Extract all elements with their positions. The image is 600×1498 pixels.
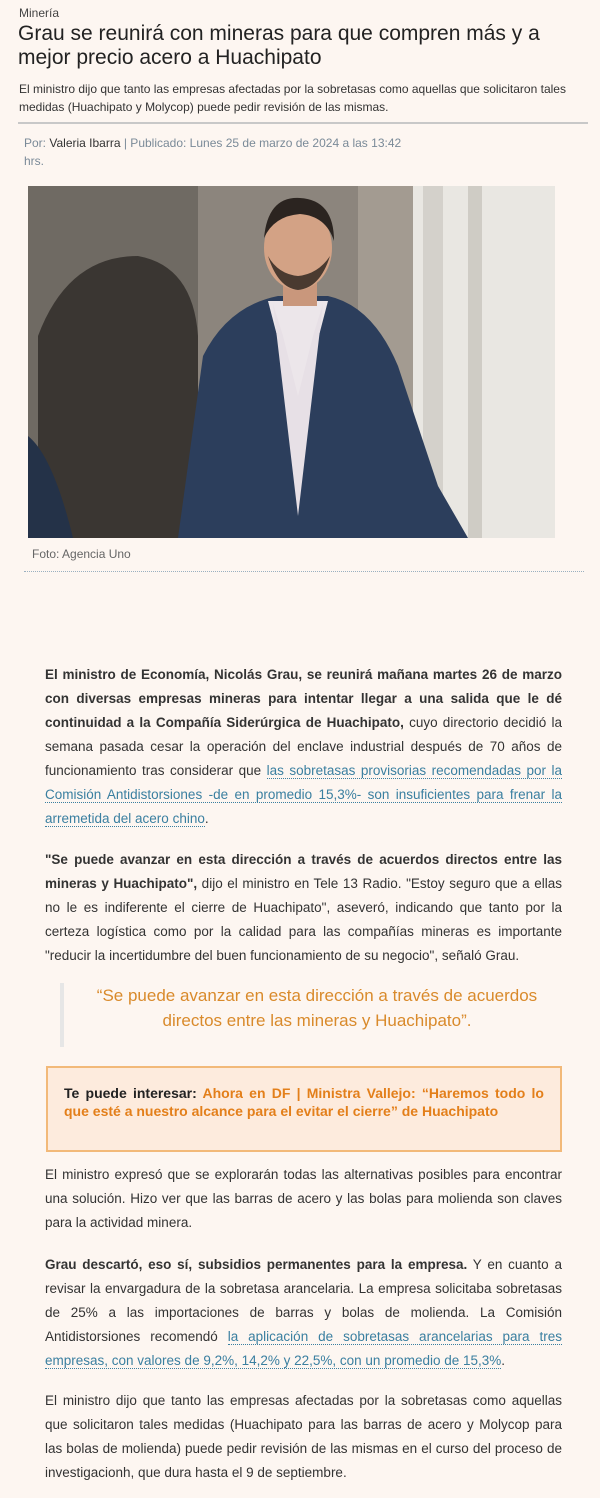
pull-quote-text: “Se puede avanzar en esta dirección a través de acuerdos directos entre las mineras y Huachipato”.: [96, 986, 538, 1030]
pull-quote: [60, 983, 560, 1047]
paragraph-1-end: .: [204, 811, 209, 826]
author-name[interactable]: Valeria Ibarra: [49, 136, 121, 150]
body-paragraph-1: [45, 663, 562, 831]
body-paragraph-2: [45, 848, 562, 968]
paragraph-2-bold: "Se puede avanzar en esta dirección a través de acuerdos directos entre las mineras y Huachipato",: [45, 852, 562, 891]
related-label: Te puede interesar:: [64, 1085, 197, 1101]
article-photo: [28, 186, 555, 538]
title-divider: [18, 122, 588, 124]
byline-by-label: Por:: [24, 136, 47, 150]
published-date: | Publicado: Lunes 25 de marzo de 2024 a las 13:42 hrs.: [24, 136, 402, 168]
body-paragraph-4: [45, 1253, 562, 1373]
article-lead: El ministro dijo que tanto las empresas afectadas por la sobretasas como aquellas que solicitaron tales medidas (Huachipato y Molycop) puede pedir revisión de las mismas.: [19, 82, 566, 114]
category-label[interactable]: Minería: [19, 6, 60, 20]
related-article-box: [46, 1066, 562, 1152]
paragraph-1-text: cuyo directorio decidió la semana pasada cesar la operación del enclave industrial después de 70 años de funcionamiento tras considerar que: [45, 715, 562, 778]
paragraph-2-text: dijo el ministro en Tele 13 Radio. "Estoy seguro que a ellas no le es indiferente el cierre de Huachipato", aseveró, indicando que tanto por la certeza logística como por la calidad para las compañías mineras es importante "reducir la incertidumbre del buen funcionamiento de su negocio", señaló Grau.: [45, 876, 563, 963]
article-title: Grau se reunirá con mineras para que compren más y a mejor precio acero a Huachipato: [18, 22, 540, 69]
related-article-link[interactable]: Ahora en DF | Ministra Vallejo: “Haremos todo lo que esté a nuestro alcance para el evitar el cierre” de Huachipato: [64, 1085, 544, 1119]
byline: [24, 134, 404, 170]
caption-divider: [24, 571, 584, 572]
photo-caption: Foto: Agencia Uno: [32, 547, 131, 561]
link-sobretasas-arancelarias[interactable]: la aplicación de sobretasas arancelarias para tres empresas, con valores de 9,2%, 14,2% y 22,5%, con un promedio de 15,3%: [45, 1329, 562, 1368]
body-paragraph-5: El ministro dijo que tanto las empresas afectadas por la sobretasas como aquellas que solicitaron tales medidas (Huachipato para las barras de acero y Molycop para las bolas de molienda) puede pedir revisión de las mismas en el curso del proceso de investigacionh, que dura hasta el 9 de septiembre.: [45, 1393, 562, 1480]
paragraph-1-bold: El ministro de Economía, Nicolás Grau, se reunirá mañana martes 26 de marzo con diversas empresas mineras para intentar llegar a una salida que le dé continuidad a la Compañía Siderúrgica de Huachipato,: [45, 667, 562, 730]
body-paragraph-3: El ministro expresó que se explorarán todas las alternativas posibles para encontrar una solución. Hizo ver que las barras de acero y las bolas para molienda son claves para la actividad minera.: [45, 1167, 562, 1230]
paragraph-4-end: .: [501, 1353, 506, 1368]
link-sobretasas-comision[interactable]: las sobretasas provisorias recomendadas por la Comisión Antidistorsiones -de en promedio 15,3%- son insuficientes para frenar la arremetida del acero chino: [45, 763, 562, 826]
paragraph-4-text: Y en cuanto a revisar la envargadura de la sobretasa arancelaria. La empresa solicitaba sobretasas de 25% a las importaciones de barras y bolas de molienda. La Comisión Antidistorsiones recomendó: [45, 1257, 562, 1344]
paragraph-4-bold: Grau descartó, eso sí, subsidios permanentes para la empresa.: [45, 1257, 468, 1272]
